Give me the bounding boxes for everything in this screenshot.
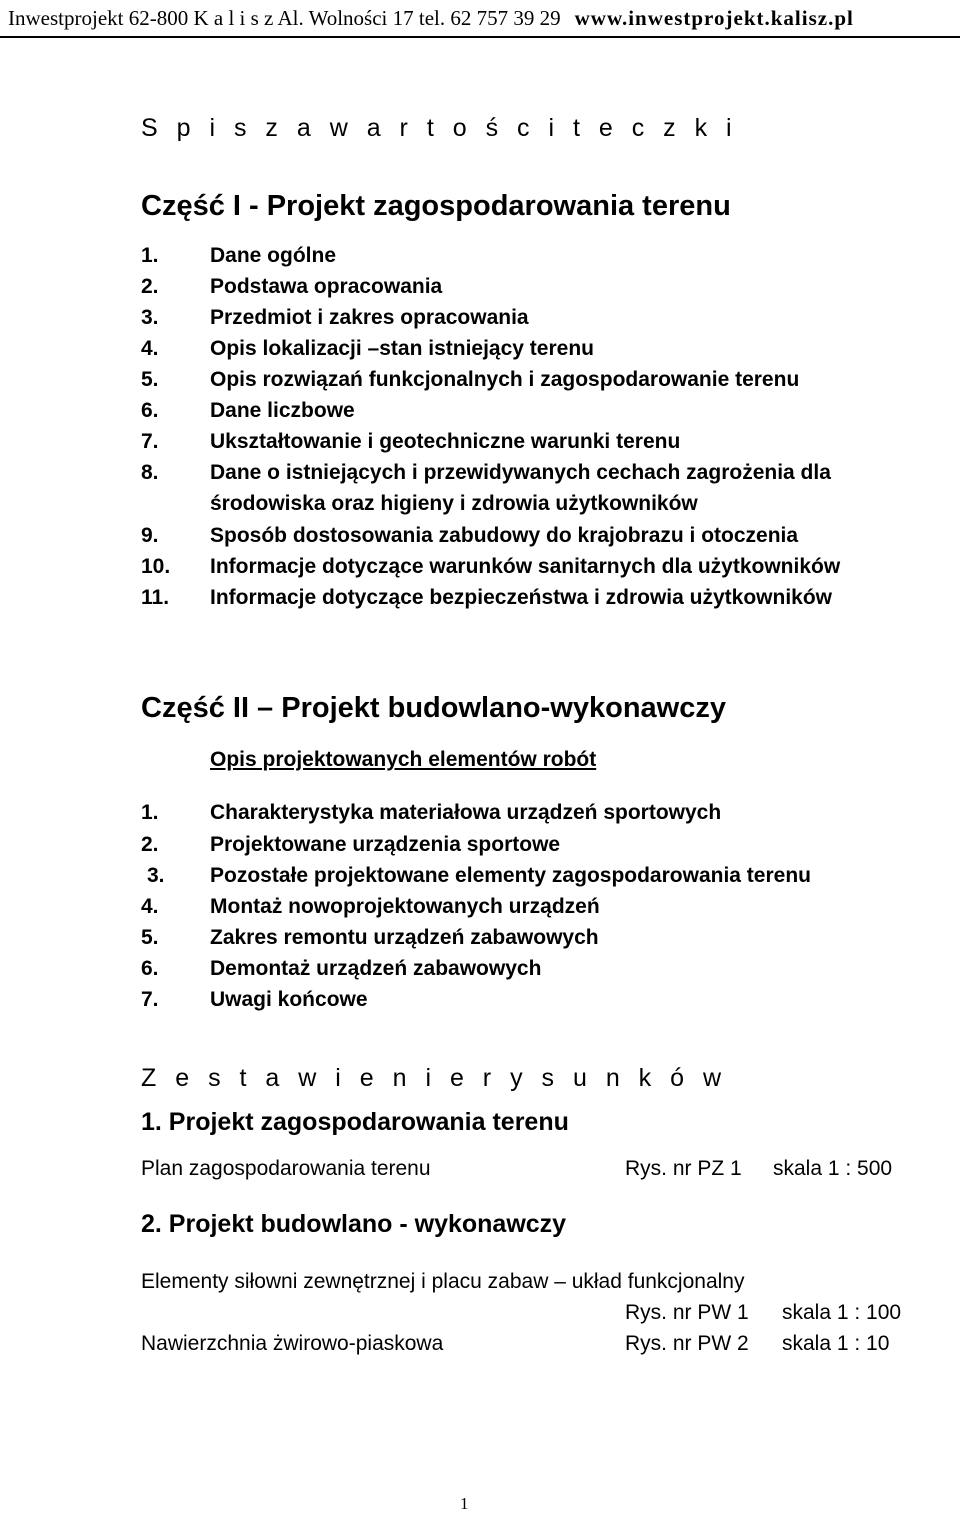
item-text: Opis lokalizacji –stan istniejący terenu [210, 337, 594, 360]
drawing-number: Rys. nr PW 1 [625, 1301, 749, 1324]
item-text: Dane liczbowe [210, 399, 355, 422]
item-text: Sposób dostosowania zabudowy do krajobrazu i otoczenia [210, 524, 799, 547]
item-number: 7. [141, 430, 159, 453]
drawing-scale: skala 1 : 500 [773, 1157, 893, 1180]
item-text: Podstawa opracowania [210, 275, 443, 298]
drawing-name: Nawierzchnia żwirowo-piaskowa [141, 1332, 444, 1355]
item-text: Montaż nowoprojektowanych urządzeń [210, 895, 600, 918]
drawings-section2-heading: 2. Projekt budowlano - wykonawczy [141, 1210, 567, 1238]
item-text: Informacje dotyczące bezpieczeństwa i zdrowia użytkowników [210, 586, 832, 609]
list-item [141, 957, 931, 985]
drawing-scale: skala 1 : 10 [782, 1332, 890, 1355]
item-number: 6. [141, 957, 159, 980]
item-number: 5. [141, 926, 159, 949]
item-text: Opis rozwiązań funkcjonalnych i zagospodarowanie terenu [210, 368, 800, 391]
item-number: 4. [141, 895, 159, 918]
list-item [141, 461, 931, 521]
list-item [141, 926, 931, 954]
item-text: Pozostałe projektowane elementy zagospodarowania terenu [210, 864, 811, 887]
list-item [141, 275, 931, 303]
drawing-number: Rys. nr PZ 1 [625, 1157, 742, 1180]
drawings-section1-heading: 1. Projekt zagospodarowania terenu [141, 1108, 569, 1136]
item-text: Demontaż urządzeń zabawowych [210, 957, 542, 980]
list-item [141, 895, 931, 923]
drawing-name: Plan zagospodarowania terenu [141, 1157, 431, 1180]
item-number: 7. [141, 988, 159, 1011]
list-item [141, 244, 931, 272]
list-item [141, 555, 931, 583]
item-text: Projektowane urządzenia sportowe [210, 833, 561, 856]
item-text: Dane o istniejących i przewidywanych cechach zagrożenia dla [210, 461, 831, 484]
part2-subtitle: Opis projektowanych elementów robót [210, 748, 597, 771]
item-number: 11. [141, 586, 170, 609]
item-number: 2. [141, 275, 159, 298]
item-number: 4. [141, 337, 159, 360]
company-info: Inwestprojekt 62-800 K a l i s z Al. Wolności 17 tel. 62 757 39 29 [8, 6, 561, 30]
list-item [141, 524, 931, 552]
item-text: Przedmiot i zakres opracowania [210, 306, 529, 329]
drawings-title: Z e s t a w i e n i e r y s u n k ó w [141, 1064, 728, 1092]
list-item [141, 833, 931, 861]
list-item [141, 368, 931, 396]
part2-title: Część II – Projekt budowlano-wykonawczy [141, 692, 726, 724]
item-number: 6. [141, 399, 159, 422]
list-item [141, 988, 931, 1016]
company-url: www.inwestprojekt.kalisz.pl [574, 6, 854, 30]
item-text: Zakres remontu urządzeń zabawowych [210, 926, 599, 949]
item-text-continuation: środowiska oraz higieny i zdrowia użytkowników [210, 492, 698, 515]
page-header [0, 0, 960, 38]
list-item [141, 399, 931, 427]
item-number: 5. [141, 368, 159, 391]
item-text: Informacje dotyczące warunków sanitarnych dla użytkowników [210, 555, 841, 578]
item-text: Charakterystyka materiałowa urządzeń sportowych [210, 801, 722, 824]
drawing-number: Rys. nr PW 2 [625, 1332, 749, 1355]
list-item [141, 586, 931, 614]
drawing-name: Elementy siłowni zewnętrznej i placu zabaw – układ funkcjonalny [141, 1270, 745, 1293]
item-text: Uwagi końcowe [210, 988, 368, 1011]
item-text: Dane ogólne [210, 244, 337, 267]
item-number: 10. [141, 555, 171, 578]
list-item [141, 430, 931, 458]
page-number: 1 [460, 1494, 469, 1513]
list-item [141, 864, 931, 892]
item-number: 1. [141, 244, 159, 267]
list-item [141, 306, 931, 334]
list-item [141, 337, 931, 365]
item-text: Ukształtowanie i geotechniczne warunki terenu [210, 430, 681, 453]
item-number: 2. [141, 833, 159, 856]
list-item [141, 801, 931, 829]
item-number: 8. [141, 461, 159, 484]
item-number: 9. [141, 524, 159, 547]
item-number: 3. [141, 306, 159, 329]
drawing-scale: skala 1 : 100 [782, 1301, 902, 1324]
item-number: 1. [141, 801, 159, 824]
item-number: 3. [147, 864, 165, 887]
toc-title: S p i s z a w a r t o ś c i t e c z k i [141, 114, 738, 142]
part1-title: Część I - Projekt zagospodarowania terenu [141, 190, 731, 222]
